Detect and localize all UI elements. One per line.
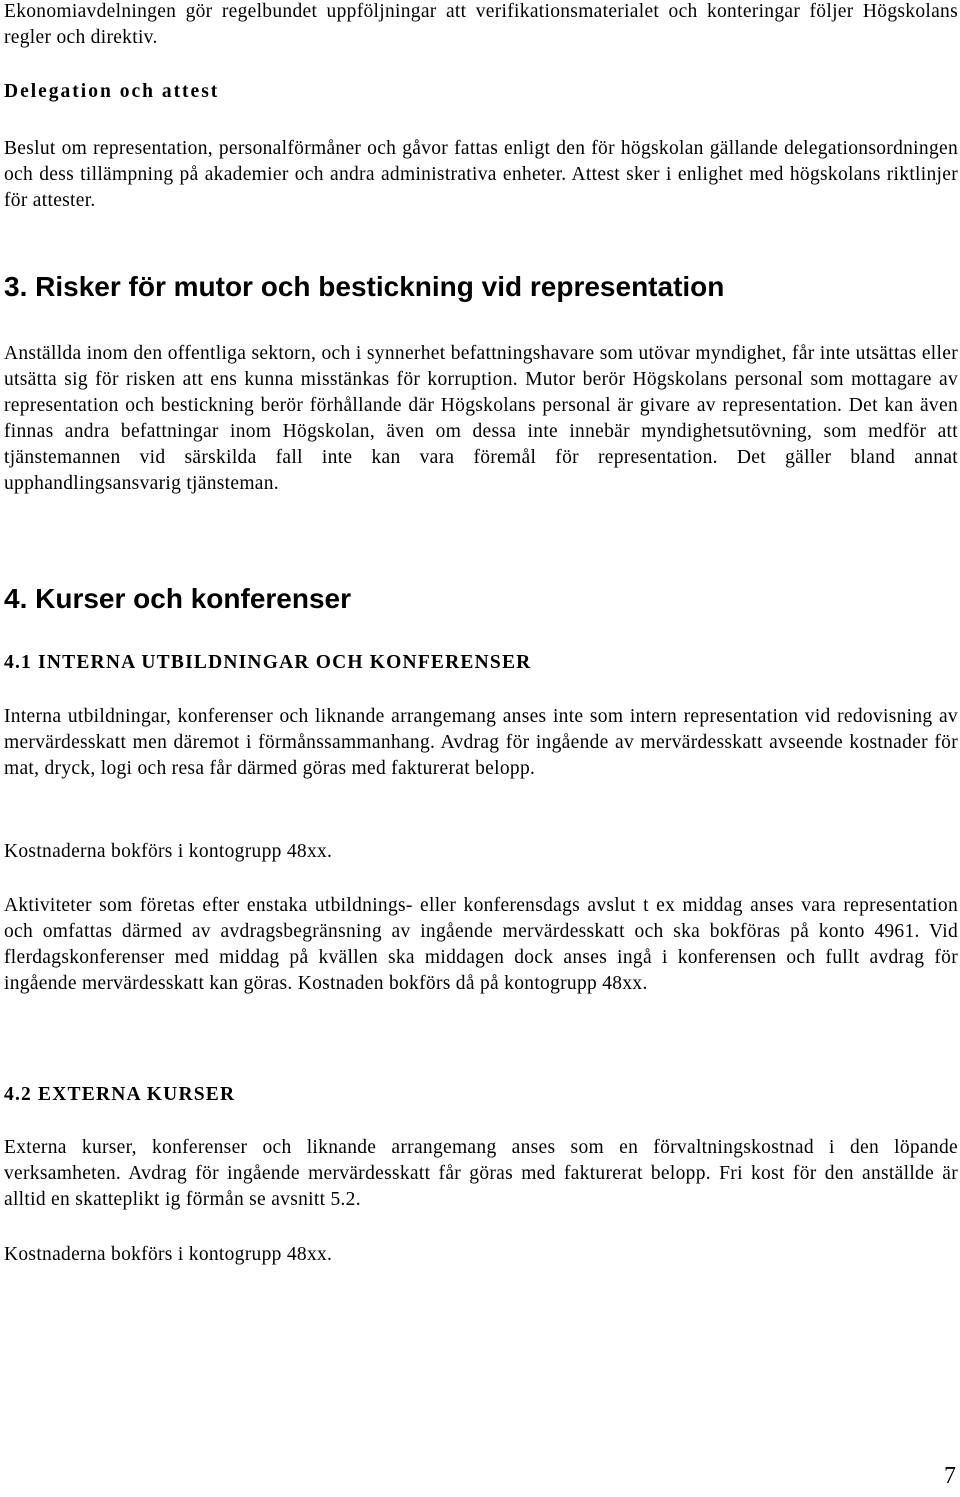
section-3-heading: 3. Risker för mutor och bestickning vid representation	[4, 271, 725, 302]
subsection-4-1-paragraph-3: Aktiviteter som företas efter enstaka utbildnings- eller konferensdags avslut t ex middag anses vara representation och omfattas därmed av avdragsbegränsning av ingående mervärdesskatt och ska bokföras på konto 4961. Vid flerdagskonferenser med middag på kvällen ska middagen dock anses ingå i konferensen och fullt avdrag för ingående mervärdesskatt kan göras. Kostnaden bokförs då på kontogrupp 48xx.	[4, 895, 958, 994]
subsection-4-2-paragraph-2: Kostnaderna bokförs i kontogrupp 48xx.	[4, 1244, 333, 1265]
delegation-paragraph: Beslut om representation, personalförmåner och gåvor fattas enligt den för högskolan gällande delegationsordningen och dess tillämpning på akademier och andra administrativa enheter. Attest sker i enlighet med högskolans riktlinjer för attester.	[4, 138, 958, 211]
subsection-4-2-paragraph-1: Externa kurser, konferenser och liknande arrangemang anses som en förvaltningskostnad i den löpande verksamheten. Avdrag för ingående mervärdesskatt får göras med fakturerat belopp. Fri kost för den anställde är alltid en skatteplikt ig förmån se avsnitt 5.2.	[4, 1137, 958, 1210]
subsection-4-2-heading: 4.2 EXTERNA KURSER	[4, 1084, 236, 1105]
subsection-4-1-paragraph-2: Kostnaderna bokförs i kontogrupp 48xx.	[4, 841, 333, 862]
delegation-heading: Delegation och attest	[4, 81, 220, 102]
section-3-paragraph: Anställda inom den offentliga sektorn, och i synnerhet befattningshavare som utövar myndighet, får inte utsättas eller utsätta sig för risken att ens kunna misstänkas för korruption. Mutor berör Högskolans personal som mottagare av representation och bestickning berör förhållande där Högskolans personal är givare av representation. Det kan även finnas andra befattningar inom Högskolan, även om dessa inte innebär myndighetsutövning, som medför att tjänstemannen vid särskilda fall inte kan vara föremål för representation. Det gäller bland annat upphandlingsansvarig tjänsteman.	[4, 343, 958, 494]
page-number: 7	[944, 1463, 956, 1489]
subsection-4-1-paragraph-1: Interna utbildningar, konferenser och liknande arrangemang anses inte som intern representation vid redovisning av mervärdesskatt men däremot i förmånssammanhang. Avdrag för ingående av mervärdesskatt avseende kostnader för mat, dryck, logi och resa får därmed göras med fakturerat belopp.	[4, 706, 958, 779]
subsection-4-1-heading: 4.1 INTERNA UTBILDNINGAR OCH KONFERENSER	[4, 652, 532, 673]
intro-paragraph: Ekonomiavdelningen gör regelbundet uppföljningar att verifikationsmaterialet och konteringar följer Högskolans regler och direktiv.	[4, 1, 958, 48]
section-4-heading: 4. Kurser och konferenser	[4, 583, 352, 614]
